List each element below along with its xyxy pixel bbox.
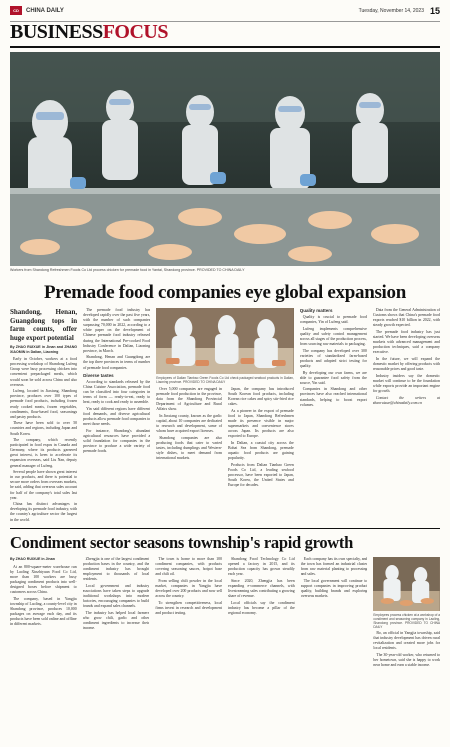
paragraph: Yin said different regions have different food demands, and diverse agricultural products allow premade food companies to meet those needs. [83, 406, 151, 426]
article-divider [10, 528, 440, 529]
paragraph: Local officials say the condiment industry has become a pillar of the regional economy. [228, 600, 295, 616]
contact-line: Contact the writers at zhaoruixue@chinadaily.com.cn [372, 395, 440, 405]
article2-byline: By ZHAO RUIXUE in Jinan [10, 557, 55, 562]
article1-col-3-4 [156, 308, 294, 524]
article2-col-6 [373, 557, 440, 670]
paragraph: Shandong companies are also producing foods that cater to varied tastes, including dumplings and Western-style dishes, to meet demand from international markets. [156, 435, 222, 461]
article1-byline: By ZHAO RUIXUE in Jinan and ZHANG XIAOMIN in Dalian, Liaoning [10, 345, 78, 354]
paragraph: The local government will continue to support companies in improving product quality, building brands and exploring overseas markets. [300, 578, 368, 599]
section-title-business: BUSINESS [10, 21, 103, 43]
article1-col-2 [83, 308, 150, 524]
paragraph: Industry insiders say the domestic market will continue to be the foundation while exports provide an important engine for growth. [372, 373, 440, 393]
paragraph: By developing our own farms, we are able to guarantee food safety from the source, Yin said. [299, 370, 367, 385]
paragraph: Over 5,000 companies are engaged in premade food production in the province, data from the Shandong Provincial Department of Agriculture and Rural Affairs show. [156, 387, 222, 412]
article1-col-6 [373, 308, 440, 524]
paragraph: Data from the General Administration of Customs shows that China's premade food exports reached $10 billion in 2022, with steady growth expected. [372, 308, 440, 328]
paragraph: From selling chili powder in the local market, companies in Yangjia have developed over 200 products and now sell across the country. [155, 578, 223, 599]
article1-subhead: Shandong, Henan, Guangdong tops in farm counts, offer huge export potential [10, 308, 78, 342]
paragraph: Japan, the company has introduced South Korean food products, including Korean rice cakes and spicy stir-fried rice cakes. [228, 387, 294, 407]
article1-crosshead-quality: Quality matters [299, 308, 333, 313]
article2-photo [373, 557, 440, 611]
article2-headline: Condiment sector seasons township's rapid growth [10, 533, 353, 553]
paragraph: In Dalian, a coastal city across the Bohai Sea from Shandong, premade aquatic food products are gaining popularity. [228, 440, 294, 461]
paragraph: Lufeng, located in Jiaxiang, Shandong province, produces over 100 types of premade food products, including frozen ready cooked meats, frozen vegetables, condiments, flour-based food, seasonings and pastry products. [10, 389, 78, 419]
paragraph: Products from Dalian Tianbao Green Foods Co Ltd, a leading seafood processor, have been exported to Japan, South Korea, the United States and Europe for decades. [228, 462, 294, 488]
mid-photo-illustration [156, 308, 294, 374]
paragraph: Since 2020, Zhengjia has been expanding e-commerce channels, with livestreaming sales contributing a growing share of revenue. [228, 578, 295, 599]
paragraph: The 30-year-old worker, who returned to her hometown, said she is happy to work near home and earn a stable income. [373, 652, 441, 668]
paragraph: Local government and industry associations have taken steps to upgrade traditional workshops into modern factories, encouraging companies to build brands and expand sales channels. [82, 584, 150, 609]
paragraph: These have been sold to over 50 countries and regions, including Japan and South Korea. [10, 421, 78, 436]
article1-crosshead-diverse: Diverse tastes [83, 372, 114, 378]
paragraph: The company has developed over 300 varieties of standardized farm-based products and adopted strict testing for quality. [299, 348, 367, 368]
article1-headline: Premade food companies eye global expansion [44, 282, 406, 303]
article1-col-1 [10, 308, 77, 524]
paragraph: Shandong, Henan and Guangdong are the top three provinces in terms of number of premade food companies. [83, 355, 151, 370]
lead-photo [10, 52, 440, 266]
paragraph: For instance, Shandong's abundant agricultural resources have provided a solid foundation for companies in the province to produce a wide variety of premade foods. [83, 428, 151, 453]
article2-col-5 [301, 557, 368, 670]
paragraph: According to standards released by the China Cuisine Association, premade food can be classified into four categories in terms of form — ready-to-eat, ready to heat, ready to cook and ready to assemble. [83, 379, 151, 405]
paragraph: The industry has helped local farmers who grow chili, garlic and other condiment ingredients to increase their income. [82, 611, 150, 631]
china-daily-logo: CD [10, 6, 22, 15]
article2-body [10, 557, 440, 670]
paragraph: To strengthen competitiveness, local firms invest in research and development and product testing. [155, 600, 223, 616]
article2-col-3 [155, 557, 222, 670]
article1-col-5 [300, 308, 367, 524]
paper-name: CHINA DAILY [26, 7, 64, 14]
paragraph: As a pioneer in the export of premade food to Japan, Shandong Refreshmen made its presence visible in major supermarkets and convenience stores across Japan. Its products are also exported to Europe. [228, 408, 294, 439]
article2-col-4 [228, 557, 295, 670]
article2-col-2 [83, 557, 150, 670]
page-number: 15 [429, 5, 440, 16]
section-header [10, 22, 440, 48]
paragraph: Several people have shown great interest in our products, and there is potential to secure more orders from overseas markets, he said, adding that overseas sales account for half of the company's total sales last year. [10, 470, 78, 500]
article2-col-1 [10, 557, 77, 670]
paragraph: Zhengjia is one of the largest condiment production bases in the country, and the condiment industry has brought employment to thousands of local residents. [82, 557, 150, 582]
paragraph: Lufeng implements comprehensive quality and safety control management across all stages of the production process, from sourcing raw materials to packaging. [299, 326, 367, 347]
paragraph: Shandong Food Technology Co Ltd opened a factory in 2015, and its production capacity has grown steadily each year. [228, 557, 295, 577]
paragraph: Early in October, workers at a food processing workshop of Shandong Lufeng Group were busy processing chicken into convenient prepackaged meals, which would soon be sold across China and also overseas. [10, 357, 78, 387]
paragraph: Bo, an official in Yangjia township, said that industry development has driven rural revitalization and created more jobs for local residents. [373, 631, 441, 651]
paragraph: In the future, we will expand the domestic market by offering products with reasonable prices and good taste. [372, 356, 440, 372]
section-title-focus: FOCUS [102, 21, 169, 43]
article2-photo-caption: Employees process chicken at a workshop of a condiment and seasoning company in Laoling, Shandong province. PROVIDED TO CHINA DAILY [373, 613, 441, 630]
paragraph: Quality is crucial to premade food companies, Yin of Lufeng said. [299, 315, 367, 325]
article2-photo-illustration [373, 557, 440, 611]
paragraph: The premade food industry has just started. We have been developing overseas markets with advanced management and production techniques, said a company executive. [372, 329, 440, 355]
paragraph: The company, based in Yangjia township of Laoling, a county-level city in Shandong province, produces 10,000 packages on average each day, and its products have been sold online and offline in different markets. [10, 596, 77, 627]
lead-photo-caption: Workers from Shandong Refreshmen Foods Co Ltd process chicken for premade food in Yantai, Shandong province. PROVIDED TO CHINA DAILY [10, 268, 245, 272]
paragraph: Companies in Shandong and other provinces have also reached international standards, helping to boost export volumes. [299, 387, 367, 407]
paragraph: The town is home to more than 100 condiment companies, with products covering seasoning sauces, hotpot base and chili oil. [155, 557, 223, 577]
lead-photo-illustration [10, 52, 440, 266]
paragraph: The company, which recently participated in food expos in Canada and Germany, where its products garnered great interest, is keen to accelerate its expansion overseas, said Liu Nan, deputy general manager of Lufeng. [10, 438, 78, 468]
issue-date: Tuesday, November 14, 2023 [358, 7, 424, 14]
paragraph: The premade food industry has developed rapidly over the past five years, with the number of such companies surpassing 70,000 in 2022, according to a white paper on the development of Chinese premade food industry released during the International Pre-cooked Food Industry Conference in Dalian, Liaoning province, in March. [83, 308, 151, 353]
article1-mid-caption: Employees of Dalian Tianbao Green Foods Co Ltd check packaged seafood products in Dalian, Liaoning province. PROVIDED TO CHINA DAILY [156, 376, 294, 384]
paragraph: China has distinct advantages in developing its premade food industry, with the country's agriculture sector the largest in the world. [10, 502, 78, 522]
paragraph: At an 800-square-meter warehouse run by Laoling Xinzhiyuan Food Co Ltd, more than 100 workers are busy packaging condiment products into well-designed boxes before shipment to customers across China. [10, 564, 77, 595]
article1-body [10, 308, 440, 524]
paragraph: In Jinxiang county, known as the garlic capital, about 10 companies are dedicated to research and development, some of whom have acquired export licenses. [156, 413, 222, 434]
paragraph: Each company has its own specialty, and the town has formed an industrial cluster from raw material planting to processing and sales. [300, 557, 368, 577]
masthead [10, 0, 440, 22]
article1-mid-photo [156, 308, 294, 374]
